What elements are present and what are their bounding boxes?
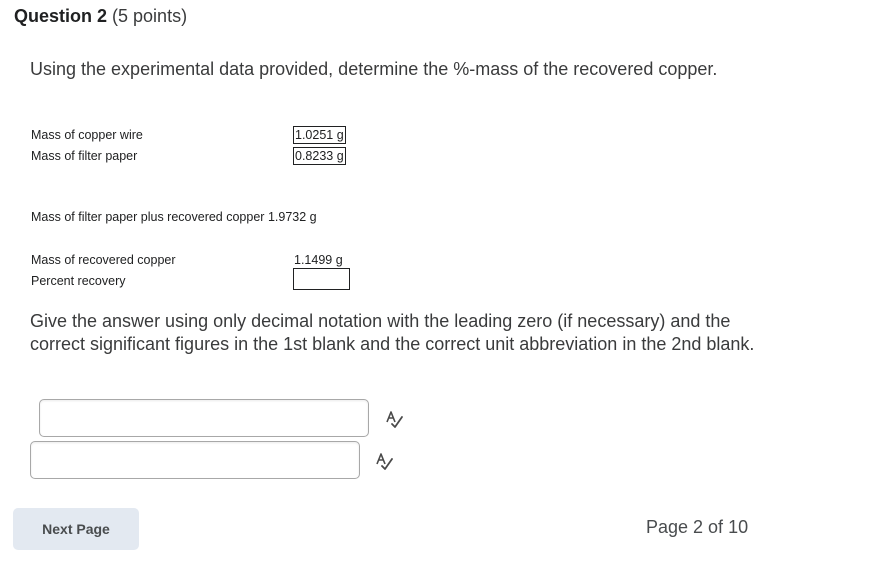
answer-blank-2[interactable]	[30, 441, 360, 479]
recovered-copper-label: Mass of recovered copper	[31, 253, 176, 267]
page-indicator: Page 2 of 10	[646, 517, 749, 537]
copper-wire-label: Mass of copper wire	[31, 128, 143, 142]
answer-instructions: Give the answer using only decimal notation with the leading zero (if necessary) and the correct significant figures in the 1st blank and the correct unit abbreviation in the 2nd blank.	[30, 311, 755, 354]
question-prompt: Using the experimental data provided, determine the %-mass of the recovered copper.	[30, 59, 718, 79]
answer-blank-1[interactable]	[39, 399, 369, 437]
question-title	[14, 6, 187, 27]
paper-plus-copper-value: 1.9732 g	[267, 210, 317, 224]
spell-check-icon[interactable]	[374, 451, 394, 471]
recovered-copper-value: 1.1499 g	[294, 253, 343, 267]
spell-check-icon[interactable]	[384, 409, 404, 429]
percent-recovery-box	[293, 268, 350, 290]
question-points: (5 points)	[112, 6, 188, 26]
next-page-button[interactable]: Next Page	[13, 508, 139, 550]
filter-paper-label: Mass of filter paper	[31, 149, 138, 163]
question-number: Question 2	[14, 6, 108, 26]
percent-recovery-label: Percent recovery	[31, 274, 126, 288]
paper-plus-copper-label	[31, 210, 317, 224]
paper-plus-copper-text: Mass of filter paper plus recovered copper	[31, 210, 265, 224]
copper-wire-value: 1.0251 g	[295, 128, 344, 142]
filter-paper-value: 0.8233 g	[295, 149, 344, 163]
